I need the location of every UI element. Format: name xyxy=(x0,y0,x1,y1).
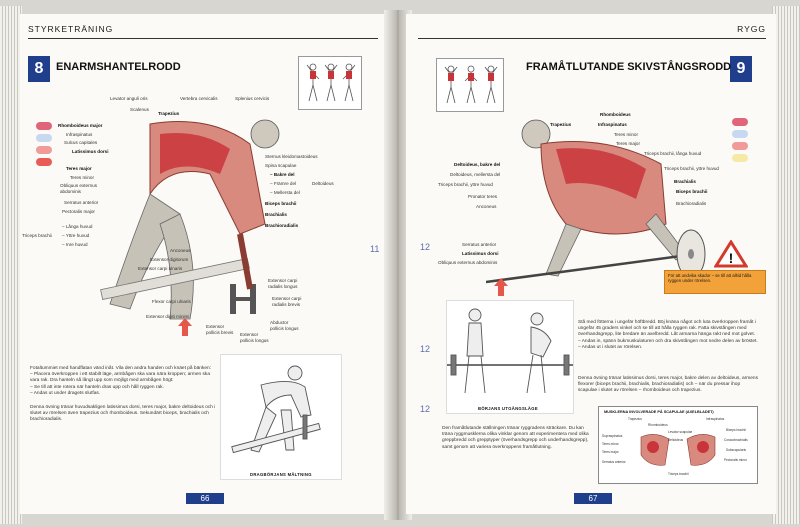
r-label-deltoid-rear: Deltoideus, bakre del xyxy=(454,162,501,167)
right-legend-dot-3 xyxy=(732,142,748,150)
page-edges-right xyxy=(772,6,800,524)
legend-dot-1 xyxy=(36,122,52,130)
inset-label-5: Teres minor xyxy=(602,442,619,446)
label-teres-minor: Teres minor xyxy=(70,175,94,180)
r-body-top-3: – Andas ut i slutet av rörelsen. xyxy=(578,344,643,350)
left-exercise-number: 8 xyxy=(28,56,50,82)
label-anconeus: Anconeus xyxy=(170,248,191,253)
top-label-3: Splenius cervicis xyxy=(235,96,270,101)
r-label-latissimus: Latissimus dorsi xyxy=(462,251,499,256)
right-running-head: RYGG xyxy=(737,24,766,34)
top-label-1: Levator anguli oris xyxy=(110,96,148,101)
r-body-top-2: – Andas in, spänn bukmuskulaturen och dra skivstången mot nedre delen av bröstet. xyxy=(578,338,758,344)
label-spina-scapulae: Spina scapulae xyxy=(265,163,297,168)
r-label-teres-minor: Teres minor xyxy=(614,132,638,137)
left-body-line-3: – Se till att inte rotera när hanteln dras upp och håll ryggen rak. xyxy=(30,384,164,390)
inset-label-8: Deltoideus xyxy=(668,438,684,442)
label-flexor-carpi-ulnaris: Flexor carpi ulnaris xyxy=(152,299,191,304)
r-label-brachioradialis: Brachioradialis xyxy=(676,201,707,206)
right-start-illustration xyxy=(446,300,574,414)
r-body-mid-1: Denna övning tränar latissimus dorsi, teres major, bakre delen av deltoideus, armens flexorer (biceps brachii, brachialis, brachioradialis) och – när du pressar ihop scapulae i slutet av rörelsen – rhomboideus och trapezius. xyxy=(578,376,758,394)
r-label-infraspinatus: Infraspinatus xyxy=(598,122,627,127)
left-body-line-2: – Placera överkroppen i ett stabilt läge, armbågen ska vara nära kroppen; armen ska vara rak. Dra hanteln så långt upp som möjligt med armbågen högt: xyxy=(30,372,210,384)
r-label-brachialis: Brachialis xyxy=(674,179,696,184)
inset-label-11: Coracobrachialis xyxy=(724,438,748,442)
right-exercise-number: 9 xyxy=(730,56,752,82)
label-infraspinatus: Infraspinatus xyxy=(66,132,93,137)
label-abd-pollicis: Abductor pollicis longus xyxy=(270,320,299,331)
left-page-number: 66 xyxy=(186,493,224,504)
left-running-head: STYRKETRÄNING xyxy=(28,24,114,34)
inset-label-9: Serratus anterior xyxy=(602,460,626,464)
inset-label-1: Trapezius xyxy=(628,417,642,421)
label-ext-digiti-minimi: Extensor digiti minimi xyxy=(146,314,190,319)
page-edges-left xyxy=(0,6,22,524)
legend-dot-4 xyxy=(36,158,52,166)
right-margin-number-3: 12 xyxy=(420,404,431,414)
label-trapezius: Trapezius xyxy=(158,111,180,116)
right-body-text-bottom xyxy=(442,426,592,451)
left-body-line-4: – Andas ut under dragets slutfas. xyxy=(30,390,101,396)
svg-text:!: ! xyxy=(728,250,734,266)
label-teres-major: Teres major xyxy=(66,166,92,171)
r-label-triceps-long: Triceps brachii, långa huvud xyxy=(644,151,702,156)
top-label-2: Vertebra cervicalis xyxy=(180,96,218,101)
inset-label-3: Infraspinatus xyxy=(706,417,725,421)
r-label-deltoid-mid: Deltoideus, mellersta del xyxy=(450,172,501,177)
inset-label-13: Pectoralis minor xyxy=(724,458,747,462)
left-exercise-title: ENARMSHANTELRODD xyxy=(56,61,181,73)
r-label-obliquus: Obliquus externus abdominis xyxy=(438,260,498,265)
label-latissimus: Latissimus dorsi xyxy=(72,149,109,154)
inset-title: MUSKLERNA INVOLVERADE PÅ SCAPULAE (AXELBLADET) xyxy=(604,410,714,414)
label-scalenus: Scalenus xyxy=(130,107,149,112)
right-header-rule xyxy=(418,38,766,39)
r-label-trapezius: Trapezius xyxy=(550,122,572,127)
label-ext-pollicis-brevis: Extensor pollicis brevis xyxy=(206,324,234,335)
right-body-text-top xyxy=(578,320,758,351)
label-rhomboideus-major: Rhomboideus major xyxy=(58,123,103,128)
label-ext-carpi-ulnaris: Extensor carpi ulnaris xyxy=(138,266,183,271)
r-label-pronator: Pronator teres xyxy=(468,194,498,199)
up-arrow-icon xyxy=(178,318,192,336)
left-header-rule xyxy=(28,38,378,39)
inset-label-10: Biceps brachii xyxy=(726,428,746,432)
r-label-triceps-lateral: Triceps brachii, yttre huvud xyxy=(664,166,719,171)
right-legend-dot-1 xyxy=(732,118,748,126)
warning-text: För att undvika skador – se till att alltid hålla ryggen under rörelsen. xyxy=(668,273,752,284)
right-exercise-title: FRAMÅTLUTANDE SKIVSTÅNGSRODD xyxy=(526,61,732,73)
legend-dot-3 xyxy=(36,146,52,154)
r-body-bottom-1: Den framåtlutande ställningen tränar ryggradens sträckare. Du kan träna ryggmusklerna olika vinklar genom att experimentera med olika greppbredd och grepptyper (överhandsgrepp och underhandsgrepp), samt genom att variera överkroppens framåtlutning. xyxy=(442,426,589,450)
r-label-teres-major: Teres major xyxy=(616,141,640,146)
right-margin-number-2: 12 xyxy=(420,344,431,354)
inset-label-6: Teres major xyxy=(602,450,619,454)
left-body-line-5: Denna övning tränar huvudsakligen latissimus dorsi, teres major, bakre deltoideus och i slutet av rörelsen även trapezius och rhomboideus. Sekundärt biceps, brachialis och brachioradialis. xyxy=(30,405,216,423)
left-thumbnail xyxy=(298,56,362,110)
legend-dot-2 xyxy=(36,134,52,142)
label-triceps: Triceps brachii xyxy=(22,233,52,238)
label-deltoid-mid: – Mellersta del xyxy=(270,190,300,195)
label-sulcus: Sulcus capitales xyxy=(64,140,98,145)
label-pectoralis: Pectoralis major xyxy=(62,209,95,214)
left-start-illustration xyxy=(220,354,342,480)
warning-triangle-icon xyxy=(714,240,748,268)
label-triceps-head-3: – Inre huvud xyxy=(62,242,88,247)
label-ecr-brevis: Extensor carpi radialis brevis xyxy=(272,296,302,307)
label-ecr-longus: Extensor carpi radialis longus xyxy=(268,278,298,289)
label-serratus: Serratus anterior xyxy=(64,200,99,205)
left-body-line-1: Fotaltummiet med handflatan vänd inåt. Vila den andra handen och knäet på bänken: xyxy=(30,366,211,371)
label-sternus: Sternus kleidomastoideus xyxy=(265,154,318,159)
label-brachioradialis: Brachioradialis xyxy=(265,223,299,228)
right-illustration-caption: BÖRJANS UTGÅNGSLÄGE xyxy=(478,406,538,411)
left-illustration-caption: DRAGBÖRJANS MÅLTNING xyxy=(250,472,312,477)
label-obliquus: Obliquus externus abdominis xyxy=(60,183,98,194)
label-triceps-head-1: – Långa huvud xyxy=(62,224,93,229)
left-margin-number: 11 xyxy=(370,244,380,254)
inset-label-7: Levator scapulae xyxy=(668,430,693,434)
label-deltoid-rear: – Bakre del xyxy=(270,172,295,177)
inset-label-2: Rhomboideus xyxy=(648,423,668,427)
left-body-text xyxy=(30,366,220,424)
label-ext-digitorum: Extensor digitorum xyxy=(150,257,189,262)
r-label-anconeus: Anconeus xyxy=(476,204,497,209)
r-label-biceps: Biceps brachii xyxy=(676,189,708,194)
label-deltoideus: Deltoideus xyxy=(312,181,334,186)
label-brachialis: Brachialis xyxy=(265,212,287,217)
label-deltoid-front: – Främre del xyxy=(270,181,297,186)
right-page xyxy=(406,14,776,514)
left-page xyxy=(20,14,390,514)
inset-label-12: Subscapularis xyxy=(726,448,747,452)
inset-label-4: Supraspinatus xyxy=(602,434,623,438)
label-triceps-head-2: – Yttre huvud xyxy=(62,233,90,238)
r-label-rhomboideus: Rhomboideus xyxy=(600,112,631,117)
right-body-text-mid xyxy=(578,376,758,395)
right-legend-dot-2 xyxy=(732,130,748,138)
label-ext-pollicis-longus: Extensor pollicis longus xyxy=(240,332,269,343)
r-label-serratus: Serratus anterior xyxy=(462,242,497,247)
label-biceps: Biceps brachii xyxy=(265,201,297,206)
r-label-triceps-lat: Triceps brachii, yttre huvud xyxy=(438,182,493,187)
r-up-arrow-icon xyxy=(494,278,508,296)
right-legend-dot-4 xyxy=(732,154,748,162)
right-margin-number-1: 12 xyxy=(420,242,431,252)
inset-label-14: Triceps brachii xyxy=(668,472,689,476)
r-body-top-1: Stå med fötterna i ungefär höftbredd. Böj knäna något och luta överkroppen framåt i ungefär 45 graders vinkel och se till att hålla ryggen rak. Fatta skivstången med överhandsgrepp, lite bredare än axelbredd. Låt armarna hänga rakt ned mot golvet. xyxy=(578,320,756,338)
right-page-number: 67 xyxy=(574,493,612,504)
